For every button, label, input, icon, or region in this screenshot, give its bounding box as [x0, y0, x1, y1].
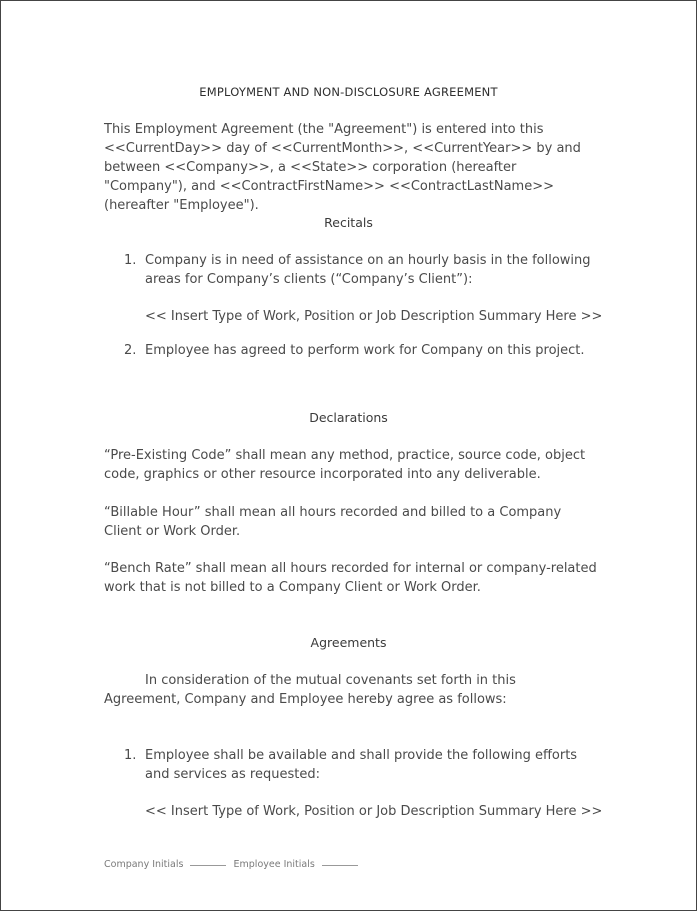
list-text: Company is in need of assistance on an hourly basis in the following areas for Company’s clients (“Company’s Client”):	[145, 253, 591, 287]
recital-placeholder: << Insert Type of Work, Position or Job Description Summary Here >>	[145, 309, 603, 324]
company-initials-blank[interactable]	[190, 865, 226, 866]
list-text: Employee shall be available and shall provide the following efforts and services as requested:	[145, 748, 578, 782]
employee-initials-blank[interactable]	[322, 865, 358, 866]
agreements-heading: Agreements	[310, 635, 387, 650]
recital-item-2	[124, 341, 594, 360]
list-number: 2.	[124, 343, 137, 358]
document-title: EMPLOYMENT AND NON-DISCLOSURE AGREEMENT	[199, 85, 498, 99]
agreement-item-1	[124, 746, 594, 784]
recital-item-1	[124, 251, 594, 289]
intro-paragraph: This Employment Agreement (the "Agreement") is entered into this <<CurrentDay>> day of <<CurrentMonth>>, <<CurrentYear>> by and between <<Company>>, a <<State>> corporation (hereafter "Company"), and <<ContractFirstName>> <<ContractLastName>> (hereafter "Employee").	[104, 122, 581, 213]
declaration-bench-rate: “Bench Rate” shall mean all hours recorded for internal or company-related work that is not billed to a Company Client or Work Order.	[104, 561, 597, 595]
initials-footer	[104, 859, 362, 870]
list-text: Employee has agreed to perform work for Company on this project.	[145, 343, 585, 358]
list-number: 1.	[124, 253, 137, 268]
declaration-pre-existing-code: “Pre-Existing Code” shall mean any method, practice, source code, object code, graphics or other resource incorporated into any deliverable.	[104, 448, 586, 482]
recitals-heading: Recitals	[324, 215, 373, 230]
agreement-placeholder: << Insert Type of Work, Position or Job Description Summary Here >>	[145, 804, 603, 819]
employee-initials-label: Employee Initials	[233, 859, 315, 870]
company-initials-label: Company Initials	[104, 859, 184, 870]
list-number: 1.	[124, 748, 137, 763]
declaration-billable-hour: “Billable Hour” shall mean all hours recorded and billed to a Company Client or Work Order.	[104, 505, 562, 539]
agreements-intro: In consideration of the mutual covenants set forth in this Agreement, Company and Employee hereby agree as follows:	[104, 673, 516, 707]
declarations-heading: Declarations	[309, 410, 388, 425]
